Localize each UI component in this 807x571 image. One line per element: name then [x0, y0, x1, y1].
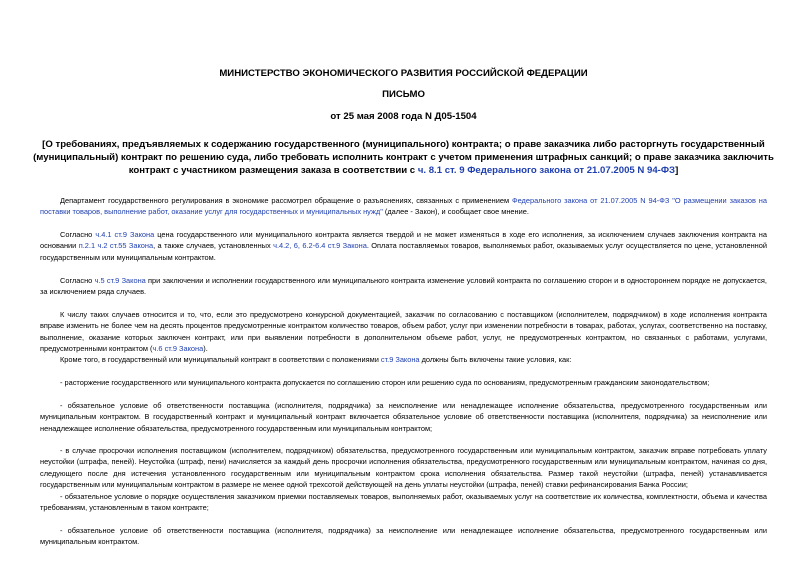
document-subject: [30, 138, 777, 177]
paragraph-6: [40, 377, 767, 388]
document-type: ПИСЬМО: [382, 89, 425, 100]
article-9-parts-link[interactable]: ч.4.2, 6, 6.2-6.4 ст.9 Закона: [273, 241, 367, 251]
paragraph-text: ).: [203, 343, 208, 353]
paragraph-10: [40, 525, 767, 548]
paragraph-text: , а также случаев, установленных: [153, 241, 274, 251]
article-9-link[interactable]: ст.9 Закона: [380, 355, 420, 364]
paragraph-text: при заключении и исполнении государственного или муниципального контракта изменение условий контракта по соглашению сторон и в одностороннем порядке не допускается, за исключением ряда случаев.: [40, 276, 767, 297]
article-55-link[interactable]: п.2.1 ч.2 ст.55 Закона: [78, 241, 154, 251]
paragraph-8: [40, 445, 767, 490]
paragraph-9: [40, 491, 767, 514]
paragraph-text: К числу таких случаев относится и то, что, если это предусмотрено конкурсной документацией, заказчик по согласованию с поставщиком (исполнителем, подрядчиком) в ходе исполнения контракта вправе изменить не более чем на десять процентов предусмотренные контрактом количество товаров, объем работ, услуг при изменении потребности в товарах, работах, услугах, соответственно на поставку, выполнение, оказание которых заключен контракт, или при выявлении потребности в дополнительном объеме работ, услуг, не предусмотренных контрактом, но связанных с работами, услугами, предусмотренными контрактом (: [40, 310, 767, 353]
article-9-part-4-1-link[interactable]: ч.4.1 ст.9 Закона: [95, 230, 155, 239]
paragraph-text: Кроме того, в государственный или муниципальный контракт в соответствии с положениями: [60, 355, 381, 364]
paragraph-text: должны быть включены такие условия, как:: [419, 355, 572, 364]
paragraph-text: цена государственного или муниципального контракта является твердой и не может изменяться в ходе его исполнения, за исключением случаев заключения контракта на основании: [40, 230, 767, 251]
article-9-part-6-link[interactable]: ч.6 ст.9 Закона: [152, 343, 204, 353]
paragraph-3: [40, 275, 767, 298]
ministry-heading: МИНИСТЕРСТВО ЭКОНОМИЧЕСКОГО РАЗВИТИЯ РОССИЙСКОЙ ФЕДЕРАЦИИ: [219, 68, 588, 79]
subject-end: ]: [675, 165, 679, 176]
paragraph-text: - в случае просрочки исполнения поставщиком (исполнителем, подрядчиком) обязательства, предусмотренного государственным или муниципальным контрактом, заказчик вправе потребовать уплату неустойки (штрафа, пеней). Неустойка (штраф, пени) начисляется за каждый день просрочки исполнения обязательства, предусмотренного государственным или муниципальным контрактом, начиная со дня, следующего после дня истечения установленного государственным или муниципальным контрактом срока исполнения обязательства. Размер такой неустойки (штрафа, пеней) устанавливается государственным или муниципальным контрактом в размере не менее одной трехсотой действующей на день уплаты неустойки (штрафа, пеней) ставки рефинансирования Банка России;: [40, 446, 767, 489]
paragraph-text: Согласно: [60, 230, 96, 239]
paragraph-5: [40, 354, 767, 365]
article-9-part-5-link[interactable]: ч.5 ст.9 Закона: [94, 276, 146, 285]
subject-law-link[interactable]: ч. 8.1 ст. 9 Федерального закона от 21.07.2005 N 94-ФЗ: [417, 165, 676, 176]
law-94fz-link[interactable]: Федерального закона от 21.07.2005 N 94-ФЗ "О размещении заказов на поставки товаров, выполнение работ, оказание услуг для государственных и муниципальных нужд": [40, 196, 767, 217]
paragraph-2: [40, 229, 767, 263]
paragraph-text: (далее - Закон), и сообщает свое мнение.: [382, 207, 529, 217]
paragraph-4: [40, 309, 767, 354]
paragraph-text: Согласно: [60, 276, 95, 285]
paragraph-7: [40, 400, 767, 434]
subject-text: [О требованиях, предъявляемых к содержанию государственного (муниципального) контракта; о праве заказчика либо расторгнуть государственный (муниципальный) контракт по решению суда, либо требовать исполнить контракт с учетом применения штрафных санкций; о праве заказчика заключить контракт с участником размещения заказа в соответствии с: [33, 139, 774, 176]
paragraph-text: - обязательное условие о порядке осуществления заказчиком приемки поставляемых товаров, выполняемых работ, оказываемых услуг на соответствие их количества, комплектности, объема и качества требованиям, установленным в таком контракте;: [40, 492, 767, 513]
paragraph-text: - обязательное условие об ответственности поставщика (исполнителя, подрядчика) за неисполнение или ненадлежащее исполнение обязательства, предусмотренного государственным или муниципальным контрактом.: [40, 526, 767, 547]
document-date-number: от 25 мая 2008 года N Д05-1504: [330, 111, 477, 122]
paragraph-1: [40, 195, 767, 218]
paragraph-text: - расторжение государственного или муниципального контракта допускается по соглашению сторон или решению суда по основаниям, предусмотренным гражданским законодательством;: [60, 378, 710, 387]
paragraph-text: . Оплата поставляемых товаров, выполняемых работ, оказываемых услуг осуществляется по цене, установленной государственным или муниципальным контрактом.: [40, 241, 767, 262]
paragraph-text: - обязательное условие об ответственности поставщика (исполнителя, подрядчика) за неисполнение или ненадлежащее исполнение обязательства, предусмотренного государственным или муниципальным контрактом. В государственный контракт и муниципальный контракт включается обязательное условие об ответственности поставщика (исполнителя, подрядчика) за неисполнение или ненадлежащее исполнение обязательства, предусмотренного государственным или муниципальным контрактом;: [40, 401, 767, 433]
paragraph-text: Департамент государственного регулирования в экономике рассмотрел обращение о разъяснениях, связанных с применением: [60, 196, 512, 205]
